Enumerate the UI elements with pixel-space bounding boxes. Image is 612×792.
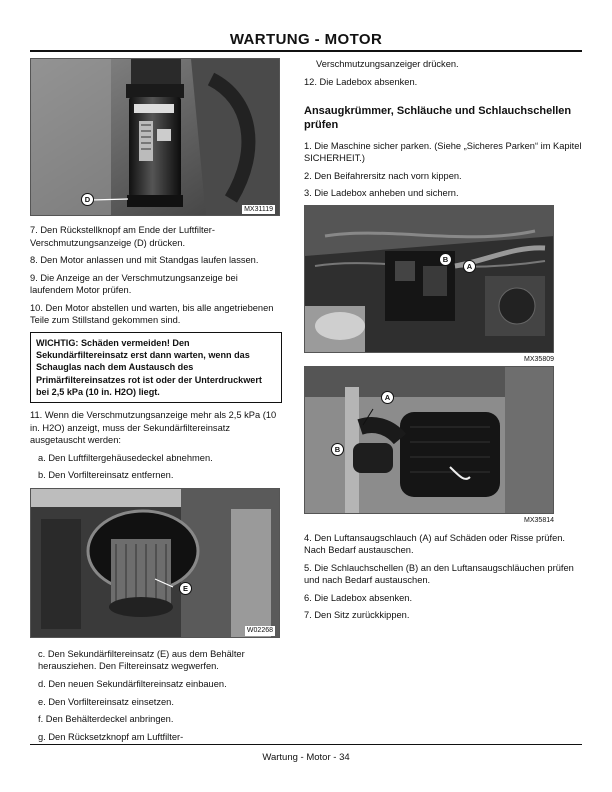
figure-id-mx35814: MX35814 bbox=[524, 517, 554, 525]
header-rule bbox=[30, 50, 582, 52]
step-10: 10. Den Motor abstellen und warten, bis alle angetriebenen Teile zum Stillstand gekommen sind. bbox=[30, 302, 274, 326]
right-column bbox=[304, 58, 582, 627]
photo-air-cleaner-hose bbox=[305, 367, 554, 514]
step-11a: a. Den Luftfiltergehäusedeckel abnehmen. bbox=[38, 452, 213, 463]
footer-rule bbox=[30, 744, 582, 745]
figure-secondary-filter bbox=[30, 488, 280, 638]
figure-air-cleaner-hose bbox=[304, 366, 554, 514]
step-3: 3. Die Ladebox anheben und sichern. bbox=[304, 188, 459, 199]
callout-e: E bbox=[179, 582, 192, 595]
page-title: WARTUNG - MOTOR bbox=[229, 31, 383, 48]
figure-id-mx31119: MX31119 bbox=[244, 205, 273, 213]
step-5: 5. Die Schlauchschellen (B) an den Luftansaugschläuchen prüfen und nach Bedarf austauschen. bbox=[304, 562, 574, 586]
callout-a-top: A bbox=[463, 260, 476, 273]
step-11g: g. Den Rücksetzknopf am Luftfilter- bbox=[38, 731, 184, 742]
step-7: 7. Den Rückstellknopf am Ende der Luftfilter-Verschmutzungsanzeige (D) drücken. bbox=[30, 225, 215, 248]
page-footer: Wartung - Motor - 34 bbox=[262, 752, 350, 763]
warning-box: WICHTIG: Schäden vermeiden! Den Sekundärfiltereinsatz erst dann warten, wenn das Schauglas nach dem Austausch des Primärfiltereinsatzes rot ist oder der Unterdruckwert bei 2,5 kPa (10 in. H2O) liegt. bbox=[30, 332, 282, 403]
callout-b-top: B bbox=[439, 253, 452, 266]
step-11: 11. Wenn die Verschmutzungsanzeige mehr als 2,5 kPa (10 in. H2O) anzeigt, muss der Sekundärfiltereinsatz ausgetauscht werden: bbox=[30, 410, 277, 446]
figure-id-mx35809: MX35809 bbox=[524, 355, 554, 363]
step-9: 9. Die Anzeige an der Verschmutzungsanzeige bei laufendem Motor prüfen. bbox=[30, 272, 238, 296]
step-11e: e. Den Vorfiltereinsatz einsetzen. bbox=[38, 696, 174, 707]
figure-air-filter-indicator bbox=[30, 58, 280, 216]
step-7-right: 7. Den Sitz zurückkippen. bbox=[304, 610, 410, 621]
figure-id-w02268: W02268 bbox=[246, 627, 273, 635]
step-11c: c. Den Sekundärfiltereinsatz (E) aus dem Behälter herausziehen. Den Filtereinsatz wegwerfen. bbox=[38, 648, 245, 672]
left-column bbox=[30, 58, 282, 748]
step-11b: b. Den Vorfiltereinsatz entfernen. bbox=[38, 470, 174, 481]
step-6: 6. Die Ladebox absenken. bbox=[304, 592, 413, 603]
step-11d: d. Den neuen Sekundärfiltereinsatz einbauen. bbox=[38, 678, 227, 689]
figure-intake-engine bbox=[304, 205, 554, 353]
step-1: 1. Die Maschine sicher parken. (Siehe „Sicheres Parken“ im Kapitel SICHERHEIT.) bbox=[304, 140, 582, 164]
section-title: Ansaugkrümmer, Schläuche und Schlauchschellen prüfen bbox=[304, 105, 572, 132]
step-2: 2. Den Beifahrersitz nach vorn kippen. bbox=[304, 170, 462, 181]
photo-air-filter-indicator bbox=[31, 59, 280, 216]
photo-secondary-filter bbox=[31, 489, 280, 638]
callout-d: D bbox=[81, 193, 94, 206]
step-11g-continued: Verschmutzungsanzeiger drücken. bbox=[316, 59, 459, 69]
step-11f: f. Den Behälterdeckel anbringen. bbox=[38, 714, 174, 725]
step-4: 4. Den Luftansaugschlauch (A) auf Schäden oder Risse prüfen. Nach Bedarf austauschen. bbox=[304, 532, 565, 556]
callout-b-bottom: B bbox=[331, 443, 344, 456]
photo-intake-engine bbox=[305, 206, 554, 353]
step-8: 8. Den Motor anlassen und mit Standgas laufen lassen. bbox=[30, 255, 259, 266]
callout-a-bottom: A bbox=[381, 391, 394, 404]
step-12: 12. Die Ladebox absenken. bbox=[304, 76, 418, 87]
